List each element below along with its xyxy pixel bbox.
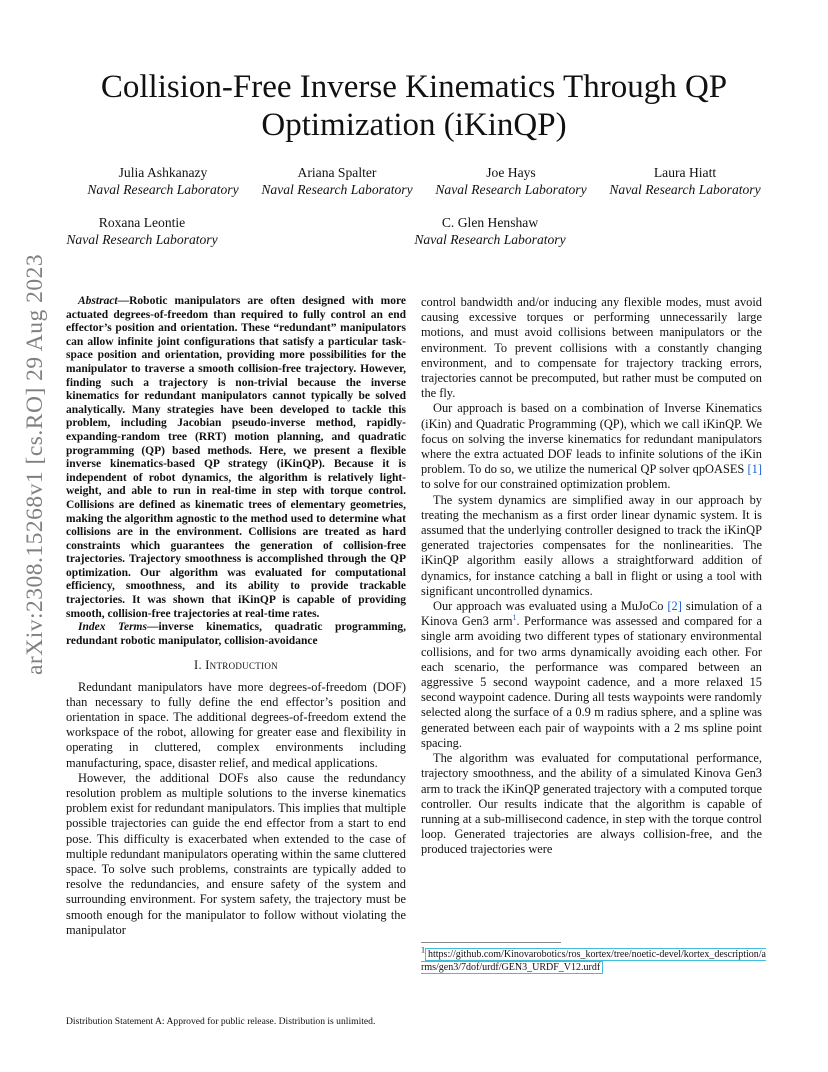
author-name: Joe Hays xyxy=(486,165,536,180)
author-block xyxy=(47,214,237,248)
abstract-label: Abstract xyxy=(78,295,118,307)
arxiv-side-stamp xyxy=(22,253,52,675)
author-name: Laura Hiatt xyxy=(653,165,717,180)
index-terms-label: Index Terms xyxy=(78,621,147,634)
author-block xyxy=(242,164,432,198)
author-block xyxy=(416,164,606,198)
paragraph: control bandwidth and/or inducing any flexible modes, must avoid causing excessive torques or performing unnecessarily large motions, and must avoid collisions between manipulators or the environment. To prevent collisions with a constantly changing environment, and to compensate for trajectory tracking errors, trajectories cannot be precomputed, but rather must be computed on the fly. xyxy=(421,295,762,401)
distribution-statement: Distribution Statement A: Approved for public release. Distribution is unlimited. xyxy=(66,1016,376,1027)
paragraph: Our approach is based on a combination of Inverse Kinematics (iKin) and Quadratic Programming (QP), which we call iKinQP. We focus on solving the inverse kinematics for redundant manipulators where the extra actuated DOF leads to infinite solutions of the iKin problem. To do so, we utilize the numerical QP solver qpOASES [1] to solve for our constrained optimization problem. xyxy=(421,401,762,492)
author-name: Roxana Leontie xyxy=(98,215,186,230)
author-name: Julia Ashkanazy xyxy=(118,165,208,180)
left-column xyxy=(66,295,406,938)
paragraph: The algorithm was evaluated for computational performance, trajectory smoothness, and the ability of a simulated Kinova Gen3 arm to track the iKinQP generated trajectory with a computed torque controller. Our results indicate that the algorithm is capable of running at a sub-millisecond cadence, in step with the torque control loop. Generated trajectories are always collision-free, and the produced trajectories were xyxy=(421,751,762,857)
author-name: C. Glen Henshaw xyxy=(441,215,539,230)
abstract-text: —Robotic manipulators are often designed with more actuated degrees-of-freedom than required to fully control an end effector’s position and orientation. These “redundant” manipulators can allow infinite joint configurations that satisfy a particular task-space position and orientation, providing more possibilities for the manipulator to traverse a smooth collision-free trajectory. However, finding such a trajectory is non-trivial because the inverse kinematics for redundant manipulators cannot typically be solved analytically. Many strategies have been developed to tackle this problem, including Jacobian pseudo-inverse method, rapidly-expanding-random tree (RRT) motion planning, and quadratic programming (QP) based methods. Here, we present a flexible inverse kinematics-based QP strategy (iKinQP). Because it is independent of robot dynamics, the algorithm is relatively light-weight, and able to run in real-time in step with torque control. Collisions are defined as kinematic trees of elementary geometries, making the algorithm agnostic to the method used to determine what collisions are in the environment. Collisions are treated as hard constraints which guarantees the generation of collision-free trajectories. Trajectory smoothness is accomplished through the QP optimization. Our algorithm was evaluated for computational efficiency, smoothness, and its ability to provide trackable trajectories. It was shown that iKinQP is capable of providing smooth, collision-free trajectories at real-time rates. xyxy=(66,295,406,620)
index-terms xyxy=(66,621,406,648)
paper-title: Collision-Free Inverse Kinematics Through QP Optimization (iKinQP) xyxy=(100,69,728,143)
footnote-number: 1 xyxy=(421,945,425,955)
author-affiliation: Naval Research Laboratory xyxy=(435,182,587,197)
footnote-mark-link[interactable]: 1 xyxy=(512,613,517,623)
footnote-divider xyxy=(421,942,561,943)
right-column xyxy=(421,295,762,858)
abstract xyxy=(66,295,406,621)
paragraph: Our approach was evaluated using a MuJoCo [2] simulation of a Kinova Gen3 arm$^1$. Performance was assessed and compared for a single arm avoiding two different types of stationary environmental collisions, and for two arms dynamically avoiding each other. For each scenario, the performance was compared between an aggressive 5 second waypoint cadence, and a more relaxed 15 second waypoint cadence. During all tests waypoints were randomly selected along the surface of a 0.9 m radius sphere, and a spline was generated between each pair of waypoints with a 2 ms spline point spacing. xyxy=(421,599,763,750)
footnote xyxy=(421,945,766,974)
author-affiliation: Naval Research Laboratory xyxy=(261,182,413,197)
index-terms-text: —inverse kinematics, quadratic programming, redundant robotic manipulator, collision-avoidance xyxy=(66,621,406,647)
citation-link[interactable]: [2] xyxy=(667,599,682,614)
author-affiliation: Naval Research Laboratory xyxy=(87,182,239,197)
paragraph: Redundant manipulators have more degrees-of-freedom (DOF) than necessary to fully define the end effector’s position and orientation in space. The additional degrees-of-freedom extend the workspace of the robot, allowing for greater ease and flexibility in operating in cluttered, complex environments including manufacturing, space, disaster relief, and medical applications. xyxy=(66,679,406,770)
author-block xyxy=(590,164,780,198)
paragraph: The system dynamics are simplified away in our approach by treating the mechanism as a first order linear dynamic system. It is assumed that the underlying controller designed to track the iKinQP generated trajectories compensates for the nonlinearities. The iKinQP algorithm easily allows a straightforward addition of dynamics, for instance catching a ball in flight or using a tool with significant uncontrolled dynamics. xyxy=(421,492,762,598)
footnote-url-link[interactable]: https://github.com/Kinovarobotics/ros_kortex/tree/noetic-devel/kortex_description/arms/gen3/7dof/urdf/GEN3_URDF_V12.urdf xyxy=(421,949,766,973)
author-block xyxy=(68,164,258,198)
author-block xyxy=(395,214,585,248)
author-affiliation: Naval Research Laboratory xyxy=(414,232,566,247)
paragraph: However, the additional DOFs also cause the redundancy resolution problem as multiple solutions to the inverse kinematics problem exist for redundant manipulators. This implies that multiple possible trajectories can guide the end effector from a start to end pose. This difficulty is exacerbated when extended to the case of multiple redundant manipulators operating within the same cluttered space. To solve such problems, constraints are typically added to resolve the redundancies, and ensure safety of the system and surrounding environment. For system safety, the trajectory must be smooth enough for the manipulator to follow without violating the manipulator xyxy=(66,770,406,937)
author-affiliation: Naval Research Laboratory xyxy=(66,232,218,247)
author-affiliation: Naval Research Laboratory xyxy=(609,182,761,197)
author-name: Ariana Spalter xyxy=(297,165,377,180)
citation-link[interactable]: [1] xyxy=(747,462,762,477)
arxiv-identifier: arXiv:2308.15268v1 [cs.RO] 29 Aug 2023 xyxy=(22,253,48,675)
section-heading-introduction: I. Introduction xyxy=(194,658,278,673)
